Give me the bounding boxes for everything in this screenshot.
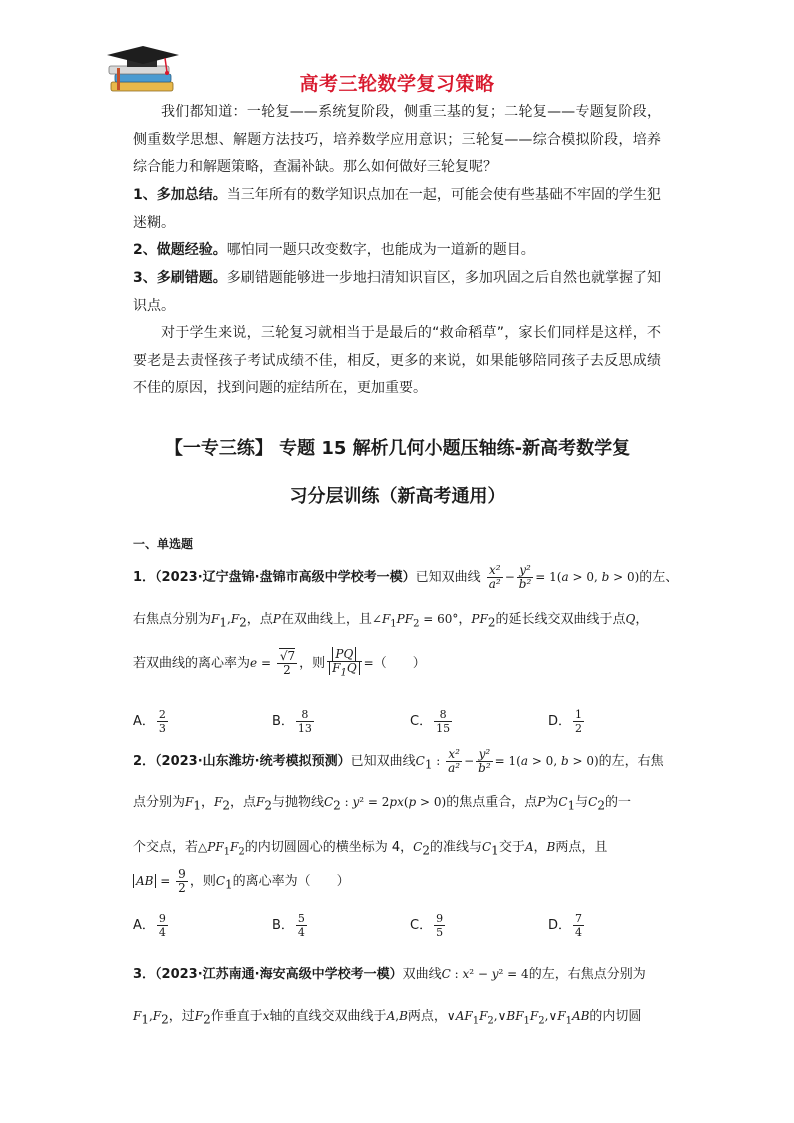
q1-source: （2023·辽宁盘锦·盘锦市高级中学校考一模） [155, 570, 416, 585]
tip-2 [133, 237, 661, 265]
q1-option-d[interactable]: D． $\frac{1}{2}$ [548, 708, 583, 735]
tip-3-text: 多刷错题能够进一步地扫清知识盲区，多加巩固之后自然也就掌握了知识点。 [133, 270, 661, 314]
q2-option-b[interactable]: B． $\frac{5}{4}$ [272, 912, 305, 939]
tip-3-label: 3、多刷错题。 [133, 270, 227, 286]
q2-number: 2． [133, 754, 156, 769]
q1-option-b[interactable]: B． $\frac{8}{13}$ [272, 708, 312, 735]
tip-3 [133, 265, 661, 320]
q2-option-c[interactable]: C． $\frac{9}{5}$ [410, 912, 444, 939]
tip-2-text: 哪怕同一题只改变数字，也能成为一道新的题目。 [226, 242, 535, 258]
question-2: 2．（2023·山东潍坊·统考模拟预测）已知双曲线$C_1$ : $\frac{\text{x²}}{\text{a²}}$ − $\frac{\text{y²}}{\text{b²}}$ = 1(a > 0, b > 0)的左，右焦 点分别为$F_1$，$F_2$，点$F_2$与抛物线$C_2$ : y² = 2px(p > 0)的焦点重合，点P为$C_1$与$C_2$的一 个交点，若$\triangle PF_1F_2$的内切圆圆心的横坐标为 4，$C_2$的准线与$C_1$交于A，B两点，且 AB = $\frac{9}{2}$ ，则$C_1$的离心率为（ ） A． $\frac{9}{4}$ B． $\frac{5}{4}$ C． $\frac{9}{5}$ D． $\frac{7}{4}$ [133, 747, 664, 939]
q1-option-a[interactable]: A． $\frac{2}{3}$ [133, 708, 166, 735]
tip-2-label: 2、做题经验。 [133, 242, 227, 258]
document-title-line-1: 【一专三练】 专题 15 解析几何小题压轴练-新高考数学复 [164, 438, 631, 459]
closing-paragraph: 对于学生来说，三轮复习就相当于是最后的“救命稻草”，家长们同样是这样，不要老是去责怪孩子考试成绩不佳，相反，更多的来说，如果能够陪同孩子去反思成绩不佳的原因，找到问题的症结所在，更加重要。 [133, 325, 661, 396]
intro-paragraph: 我们都知道：一轮复——系统复阶段，侧重三基的复；二轮复——专题复阶段，侧重数学思想、解题方法技巧，培养数学应用意识；三轮复——综合模拟阶段，培养综合能力和解题策略，查漏补缺。那么如何做好三轮复呢？ [133, 104, 661, 175]
strategy-title: 高考三轮数学复习策略 [299, 73, 495, 95]
tip-1-label: 1、多加总结。 [133, 187, 227, 203]
tip-1 [133, 182, 661, 237]
document-title-line-2: 习分层训练（新高考通用） [289, 486, 506, 507]
q3-number: 3． [133, 967, 156, 982]
q1-hyperbola-formula: $\frac{\text{x²}}{\text{a²}}$ [488, 563, 501, 591]
q2-option-a[interactable]: A． $\frac{9}{4}$ [133, 912, 166, 939]
section-heading: 一、单选题 [133, 537, 194, 551]
q1-option-c[interactable]: C． $\frac{8}{15}$ [410, 708, 451, 735]
tip-1-text: 当三年所有的数学知识点加在一起，可能会使有些基础不牢固的学生犯迷糊。 [133, 187, 661, 231]
question-1: 1．（2023·辽宁盘锦·盘锦市高级中学校考一模）已知双曲线 $\frac{\text{x²}}{\text{a²}}$ − $\frac{\text{y²}}{\text{b²}}$ = 1(a > 0, b > 0)的左、 右焦点分别为$F_1,F_2$，点P在双曲线上，且$\angle F_1PF_2 = 60^\circ$，$PF_2$的延长线交双曲线于点Q， 若双曲线的离心率为e = $\frac{√7}{2}$ ，则 $\frac{PQ}{F_1Q}$ =（ ） A． $\frac{2}{3}$ B． $\frac{8}{13}$ C． $\frac{8}{15}$ D． $\frac{1}{2}$ [133, 563, 679, 735]
q1-number: 1． [133, 570, 156, 585]
question-3: 3．（2023·江苏南通·海安高级中学校考一模）双曲线C : x² − y² = 4的左，右焦点分别为 $F_1,F_2$，过$F_2$作垂直于x轴的直线交双曲线于A,B两点，$\vee AF_1F_2,\vee BF_1F_2,\vee F_1AB$的内切圆 [133, 967, 646, 1027]
q2-source: （2023·山东潍坊·统考模拟预测） [155, 754, 351, 769]
q2-option-d[interactable]: D． $\frac{7}{4}$ [548, 912, 583, 939]
q3-source: （2023·江苏南通·海安高级中学校考一模） [155, 967, 403, 982]
